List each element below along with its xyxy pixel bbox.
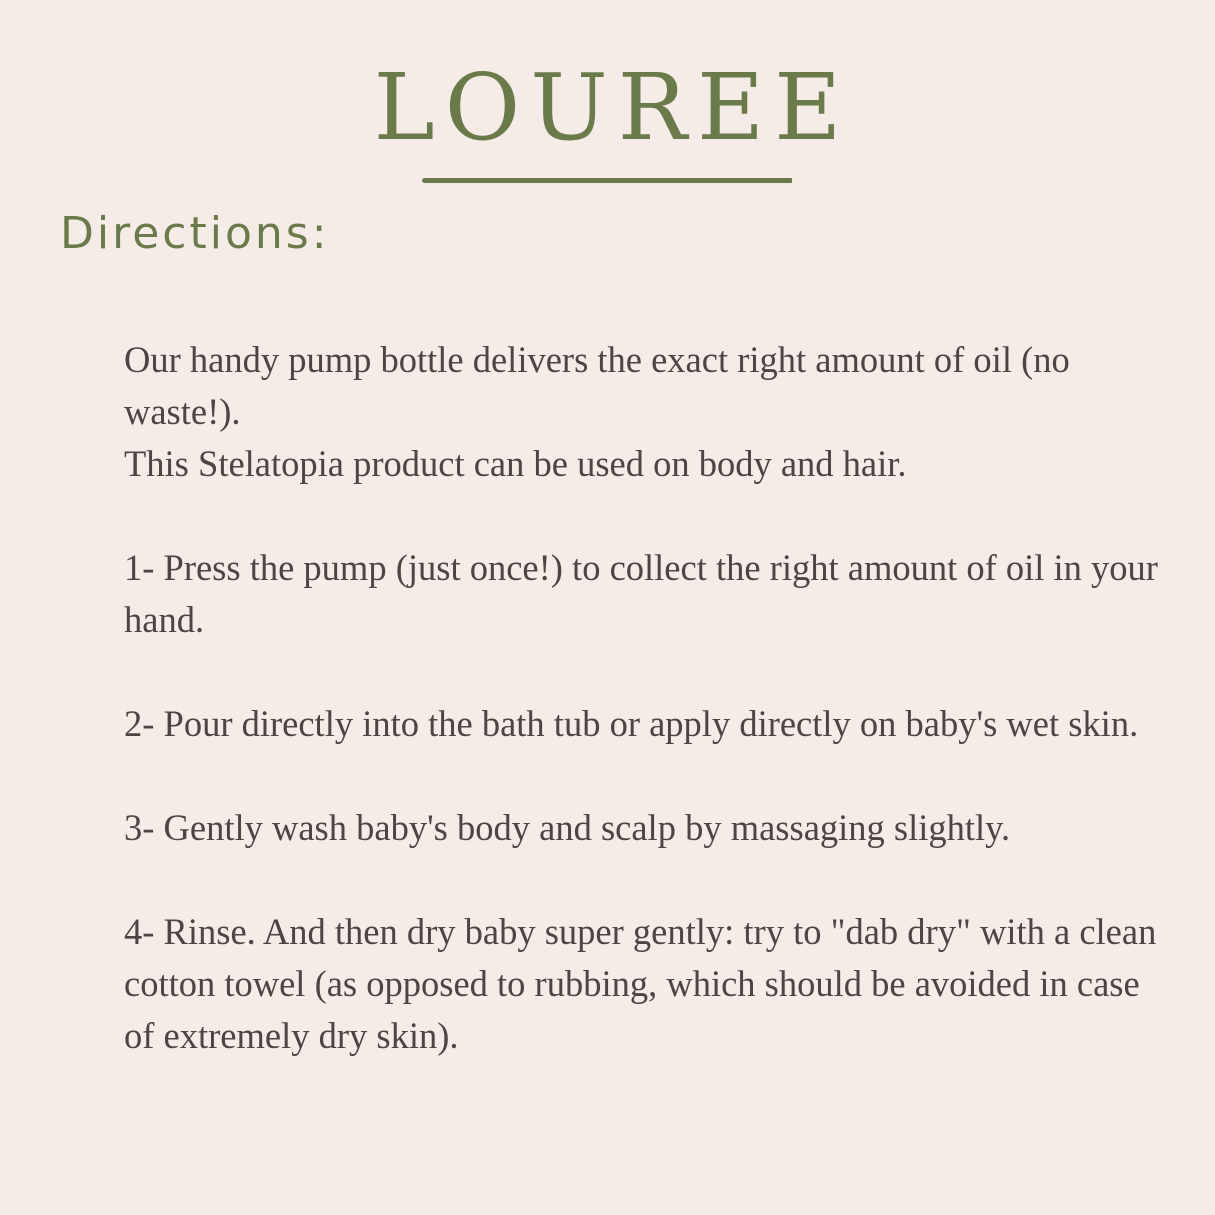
brand-logo: LOUREE xyxy=(373,54,852,161)
directions-heading: Directions: xyxy=(60,208,330,259)
intro-line-1: Our handy pump bottle delivers the exact right amount of oil (no waste!). xyxy=(124,339,1070,432)
step-2: 2- Pour directly into the bath tub or apply directly on baby's wet skin. xyxy=(124,703,1139,744)
step-3: 3- Gently wash baby's body and scalp by massaging slightly. xyxy=(124,807,1011,848)
step-4: 4- Rinse. And then dry baby super gently: try to "dab dry" with a clean cotton towel (as opposed to rubbing, which should be avoided in case of extremely dry skin). xyxy=(124,911,1157,1056)
step-1: 1- Press the pump (just once!) to collect the right amount of oil in your hand. xyxy=(124,547,1158,640)
directions-body xyxy=(124,334,1164,1062)
intro-line-2: This Stelatopia product can be used on body and hair. xyxy=(124,443,907,484)
brand-underline-brushstroke xyxy=(422,178,792,183)
